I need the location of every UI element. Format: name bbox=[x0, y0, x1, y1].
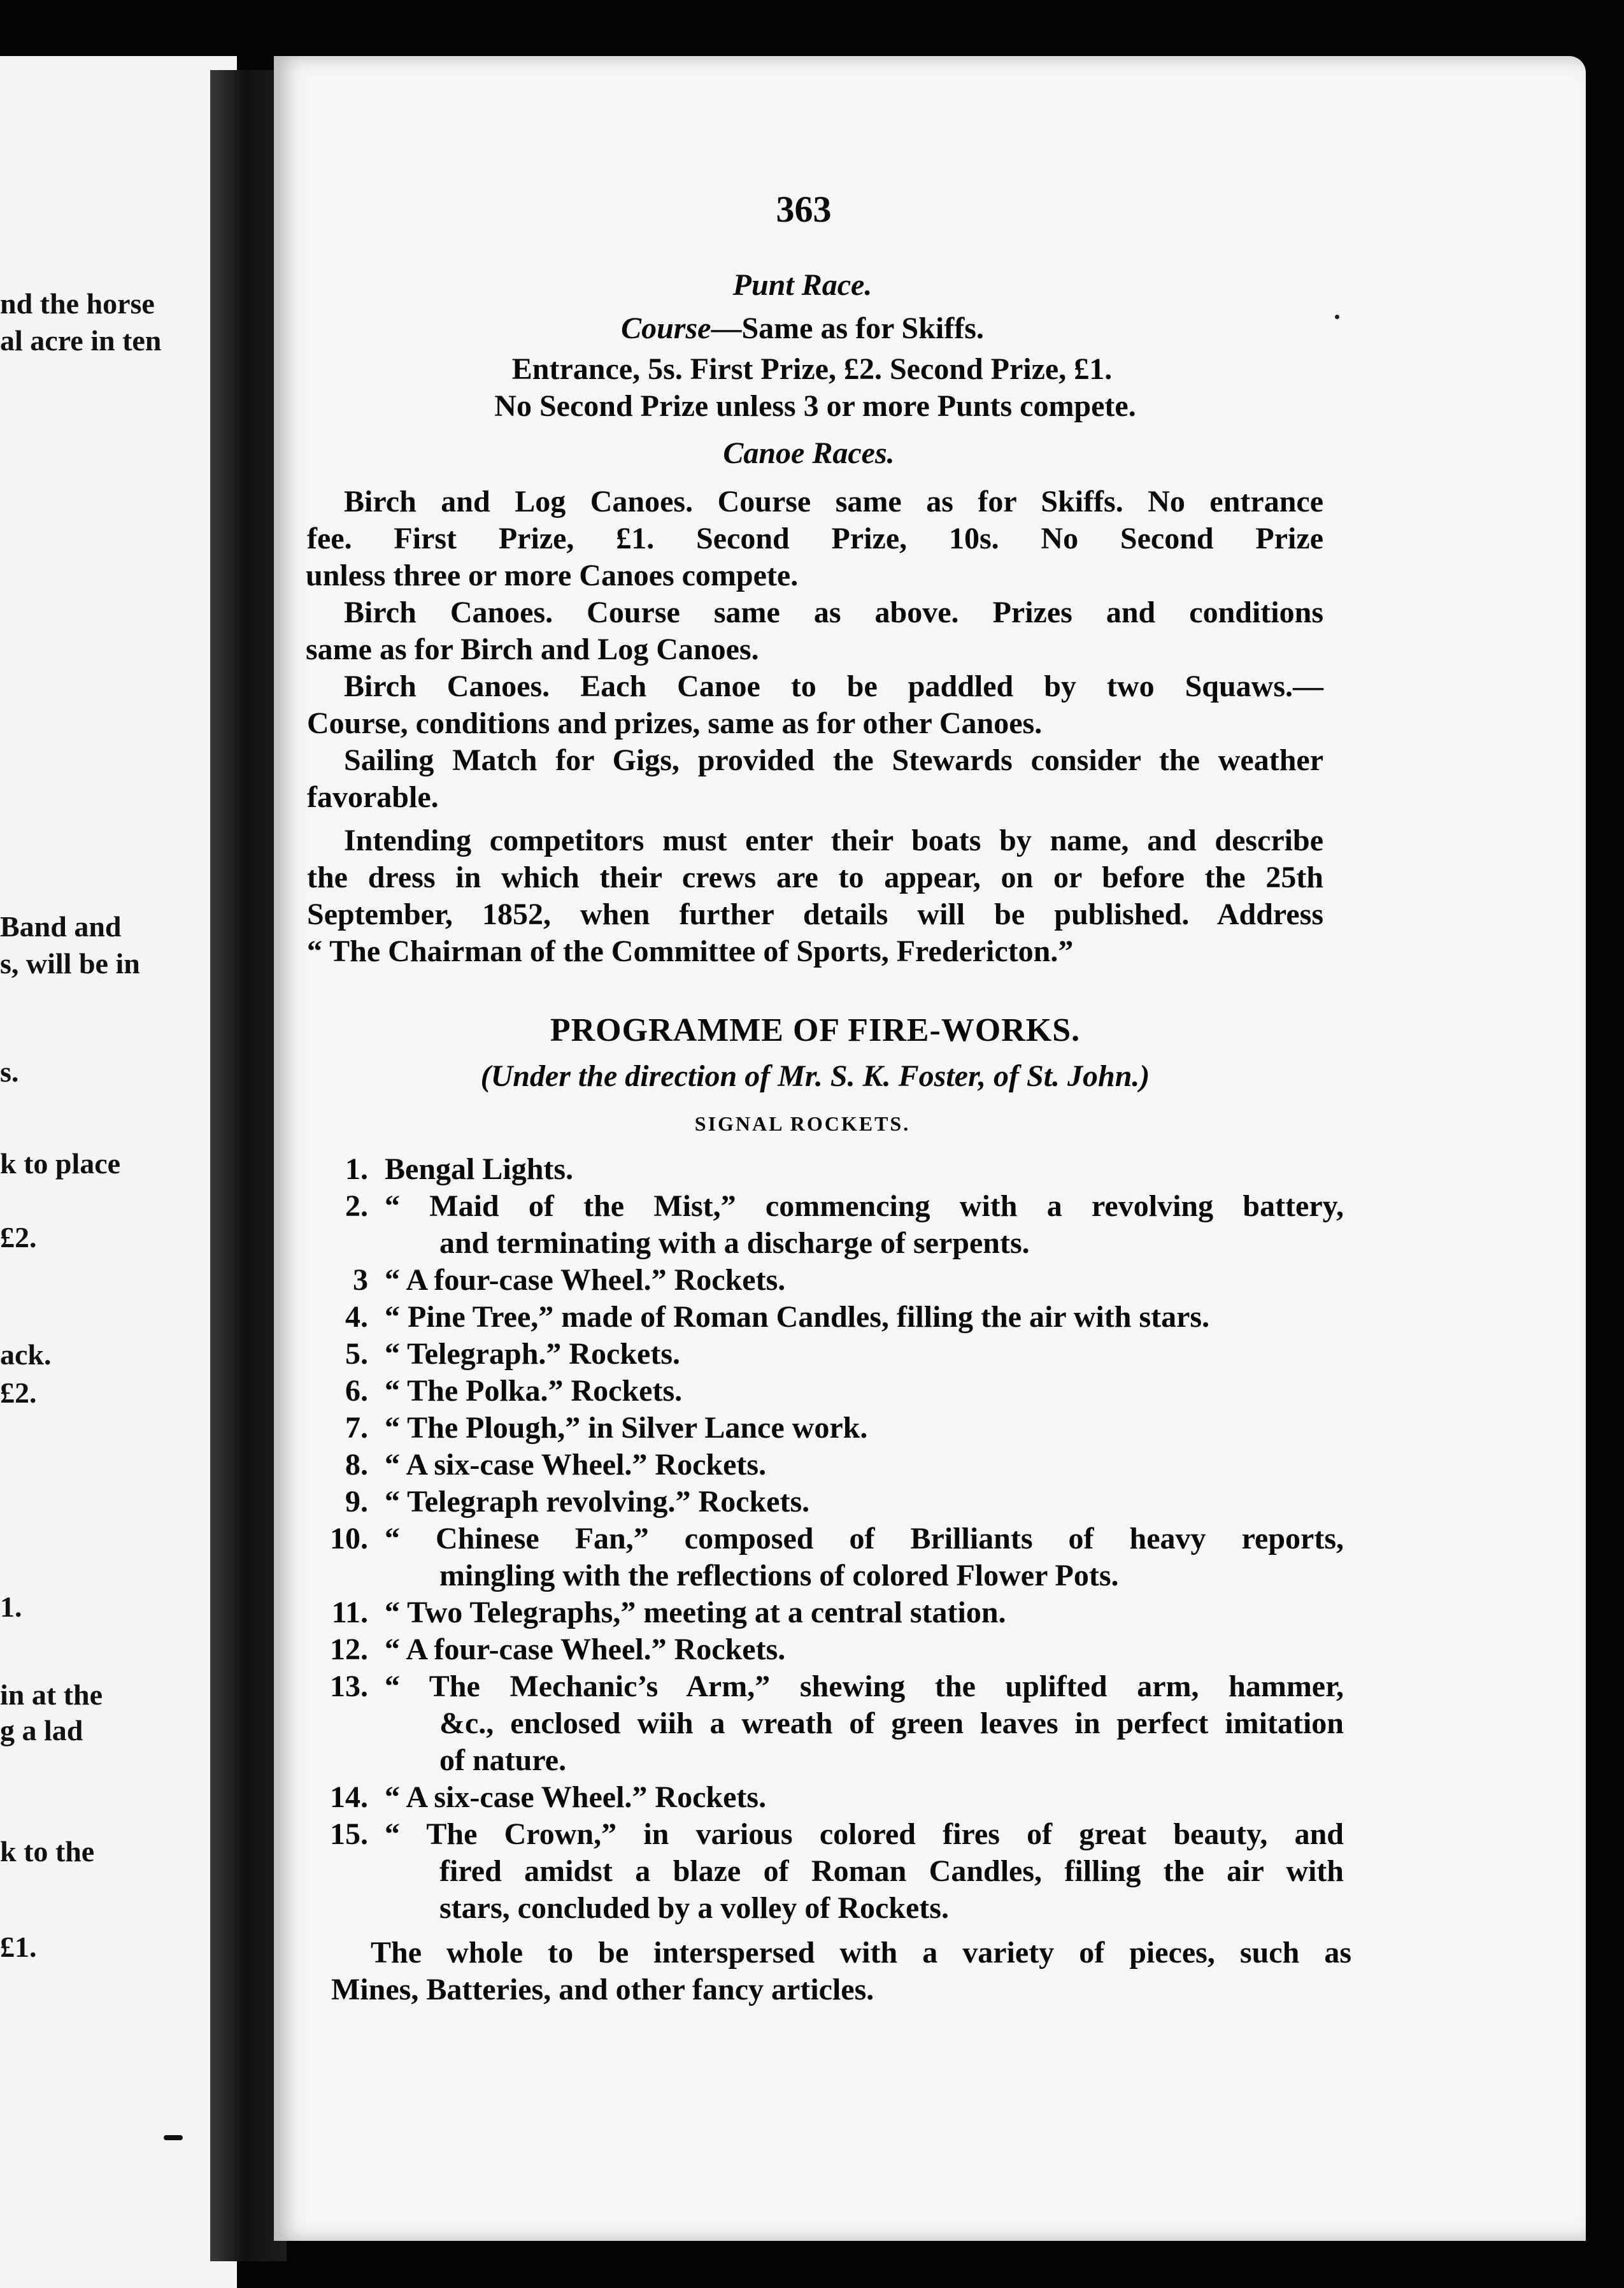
left-fragment: k to place bbox=[0, 1147, 121, 1180]
firework-item-text: “ Telegraph revolving.” Rockets. bbox=[385, 1485, 810, 1519]
firework-item-number: 5. bbox=[345, 1337, 368, 1371]
fireworks-subtitle: (Under the direction of Mr. S. K. Foster, of St. John.) bbox=[480, 1059, 1150, 1093]
firework-item-number: 2. bbox=[345, 1189, 368, 1223]
punt-race-heading: Punt Race. bbox=[732, 268, 873, 302]
firework-item-number: 9. bbox=[345, 1485, 368, 1519]
left-fragment: s. bbox=[0, 1055, 19, 1088]
left-fragment: £2. bbox=[0, 1376, 37, 1409]
ink-dot bbox=[1335, 315, 1339, 319]
firework-item-text: “ A four-case Wheel.” Rockets. bbox=[385, 1633, 786, 1666]
firework-item-number: 14. bbox=[330, 1780, 368, 1814]
firework-item-continuation: and terminating with a discharge of serpents. bbox=[439, 1226, 1030, 1260]
firework-item-number: 7. bbox=[345, 1411, 368, 1445]
closing-line1: The whole to be interspersed with a variety of pieces, such as bbox=[371, 1936, 1351, 1970]
firework-item-continuation: of nature. bbox=[439, 1743, 567, 1777]
page-number: 363 bbox=[776, 189, 832, 230]
left-fragment: k to the bbox=[0, 1835, 95, 1868]
firework-item-number: 6. bbox=[345, 1374, 368, 1408]
left-fragment: g a lad bbox=[0, 1714, 83, 1747]
course-label: Course bbox=[621, 311, 711, 345]
left-fragment: s, will be in bbox=[0, 947, 140, 980]
firework-item-text: “ Maid of the Mist,” commencing with a revolving battery, bbox=[385, 1189, 1344, 1223]
firework-item-text: “ A six-case Wheel.” Rockets. bbox=[385, 1448, 767, 1482]
intending-competitors-line1: Intending competitors must enter their boats by name, and describe bbox=[344, 824, 1323, 857]
canoe-para3-line2: Course, conditions and prizes, same as for other Canoes. bbox=[307, 706, 1043, 740]
firework-item-text: “ A six-case Wheel.” Rockets. bbox=[385, 1780, 767, 1814]
firework-item-text: “ A four-case Wheel.” Rockets. bbox=[385, 1263, 786, 1297]
ink-dash bbox=[164, 2135, 183, 2140]
canoe-para1-line1: Birch and Log Canoes. Course same as for Skiffs. No entrance bbox=[344, 485, 1323, 518]
left-fragment: £1. bbox=[0, 1931, 37, 1963]
firework-item-number: 10. bbox=[330, 1522, 368, 1555]
course-text: —Same as for Skiffs. bbox=[711, 311, 984, 345]
firework-item-number: 12. bbox=[330, 1633, 368, 1666]
sailing-match-line2: favorable. bbox=[307, 780, 439, 814]
firework-item-text: “ The Crown,” in various colored fires of great beauty, and bbox=[385, 1817, 1344, 1851]
left-fragment: nd the horse bbox=[0, 287, 155, 320]
firework-item-continuation: &c., enclosed wiih a wreath of green leaves in perfect imitation bbox=[439, 1706, 1344, 1740]
firework-item-text: Bengal Lights. bbox=[385, 1152, 574, 1186]
canoe-para1-line3: unless three or more Canoes compete. bbox=[306, 559, 799, 592]
left-fragment: £2. bbox=[0, 1221, 37, 1254]
fireworks-programme-title: PROGRAMME OF FIRE-WORKS. bbox=[550, 1012, 1081, 1048]
signal-rockets-heading: SIGNAL ROCKETS. bbox=[694, 1112, 911, 1135]
firework-item-text: “ Pine Tree,” made of Roman Candles, filling the air with stars. bbox=[385, 1300, 1210, 1334]
closing-line2: Mines, Batteries, and other fancy articles. bbox=[331, 1973, 874, 2006]
firework-item-number: 3 bbox=[353, 1263, 368, 1297]
left-fragment: Band and bbox=[0, 910, 122, 943]
firework-item-number: 15. bbox=[330, 1817, 368, 1851]
firework-item-number: 13. bbox=[330, 1670, 368, 1703]
firework-item-text: “ Two Telegraphs,” meeting at a central station. bbox=[385, 1596, 1006, 1629]
firework-item-number: 1. bbox=[345, 1152, 368, 1186]
canoe-para2-line1: Birch Canoes. Course same as above. Prizes and conditions bbox=[344, 596, 1323, 629]
left-facing-page bbox=[0, 56, 237, 2288]
firework-item-continuation: fired amidst a blaze of Roman Candles, filling the air with bbox=[439, 1854, 1344, 1888]
firework-item-continuation: mingling with the reflections of colored Flower Pots. bbox=[439, 1559, 1119, 1592]
left-fragment: ack. bbox=[0, 1338, 52, 1371]
firework-item-text: “ Telegraph.” Rockets. bbox=[385, 1337, 681, 1371]
canoe-para3-line1: Birch Canoes. Each Canoe to be paddled by two Squaws.— bbox=[344, 669, 1323, 703]
firework-item-text: “ The Mechanic’s Arm,” shewing the uplifted arm, hammer, bbox=[385, 1670, 1344, 1703]
firework-item-number: 4. bbox=[345, 1300, 368, 1334]
intending-competitors-line3: September, 1852, when further details will be published. Address bbox=[307, 897, 1323, 931]
punt-entrance-line: Entrance, 5s. First Prize, £2. Second Prize, £1. bbox=[511, 352, 1113, 386]
firework-item-number: 8. bbox=[345, 1448, 368, 1482]
firework-item-continuation: stars, concluded by a volley of Rockets. bbox=[439, 1891, 949, 1925]
firework-item-text: “ The Plough,” in Silver Lance work. bbox=[385, 1411, 868, 1445]
left-fragment: 1. bbox=[0, 1591, 22, 1623]
intending-competitors-line4: “ The Chairman of the Committee of Sports, Fredericton.” bbox=[307, 934, 1074, 968]
punt-second-prize-line: No Second Prize unless 3 or more Punts compete. bbox=[494, 389, 1136, 423]
firework-item-text: “ The Polka.” Rockets. bbox=[385, 1374, 683, 1408]
punt-course-line bbox=[541, 313, 1064, 344]
left-fragment: al acre in ten bbox=[0, 324, 162, 357]
canoe-races-heading: Canoe Races. bbox=[723, 436, 895, 470]
intending-competitors-line2: the dress in which their crews are to appear, on or before the 25th bbox=[307, 861, 1323, 894]
sailing-match-line1: Sailing Match for Gigs, provided the Stewards consider the weather bbox=[344, 743, 1323, 777]
firework-item-text: “ Chinese Fan,” composed of Brilliants of heavy reports, bbox=[385, 1522, 1344, 1555]
firework-item-number: 11. bbox=[331, 1596, 368, 1629]
canoe-para1-line2: fee. First Prize, £1. Second Prize, 10s. No Second Prize bbox=[307, 522, 1323, 555]
left-fragment: in at the bbox=[0, 1678, 103, 1711]
canoe-para2-line2: same as for Birch and Log Canoes. bbox=[306, 633, 759, 666]
